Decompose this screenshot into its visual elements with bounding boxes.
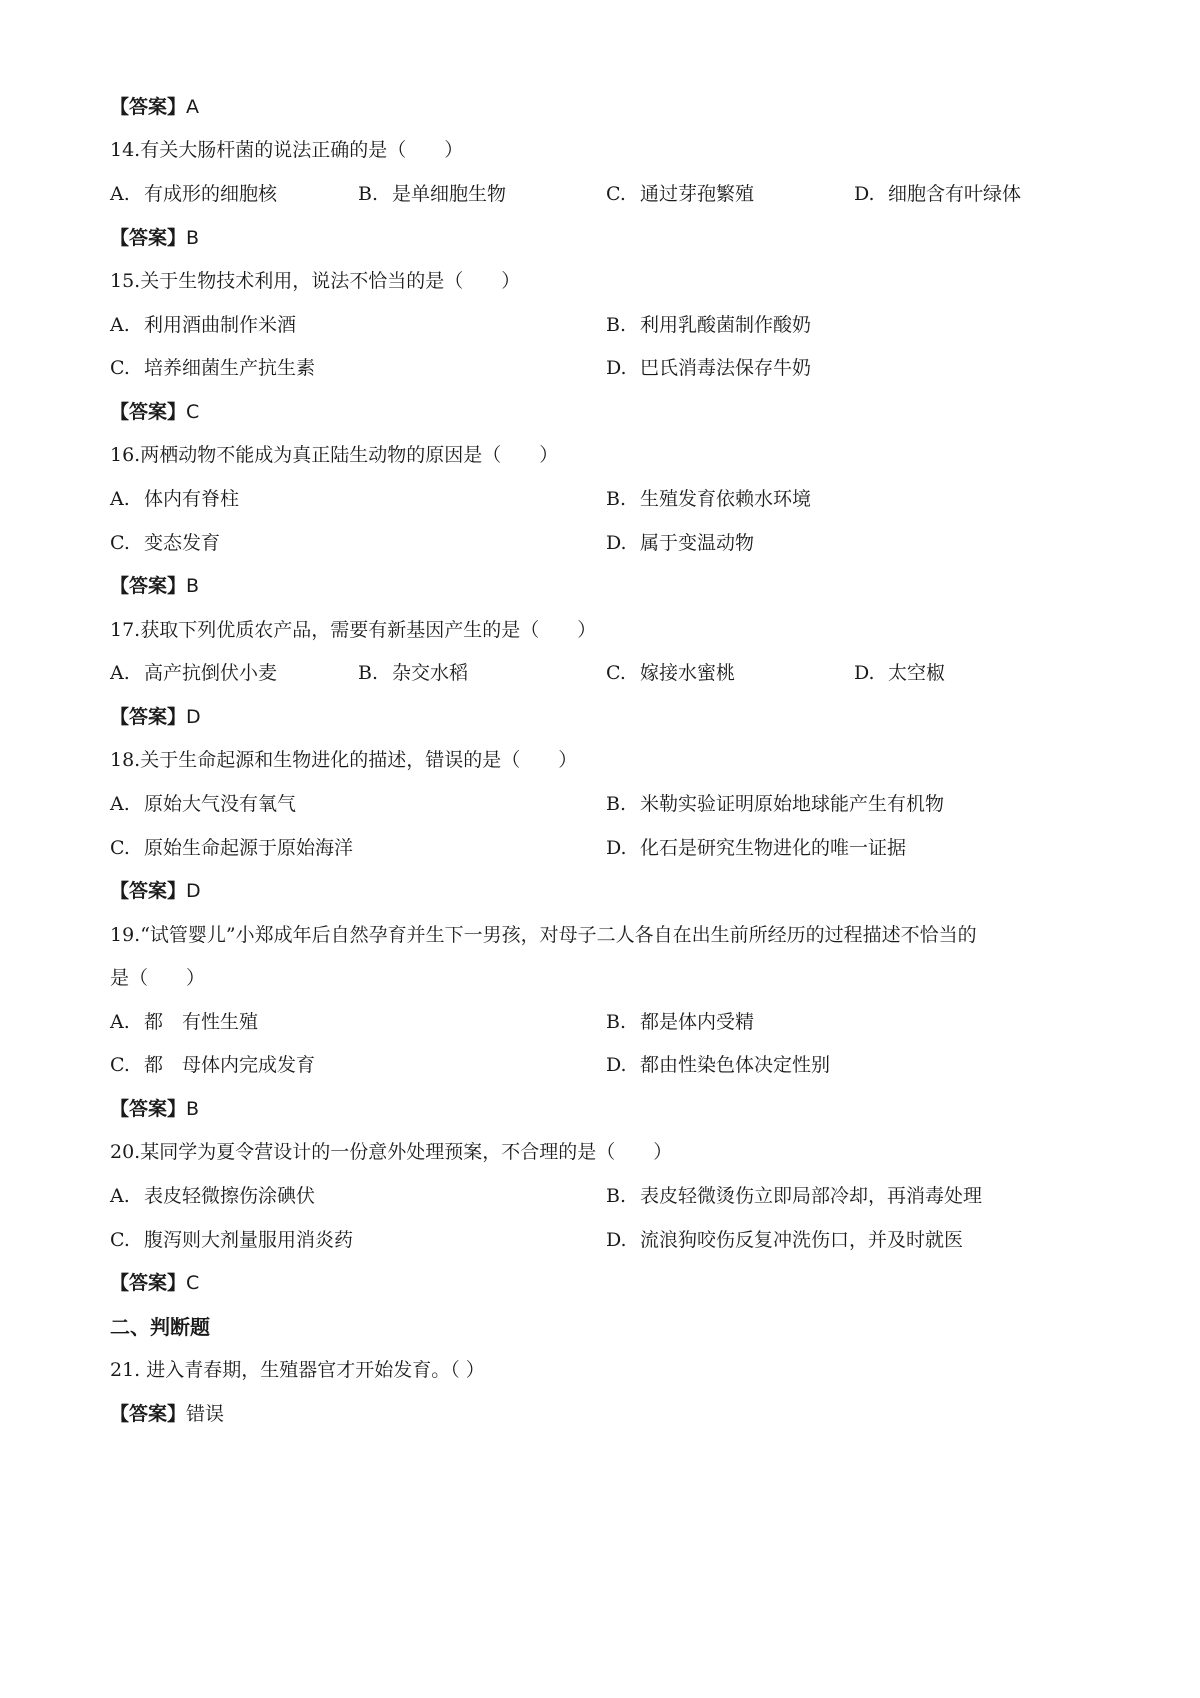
option-b: B. 表皮轻微烫伤立即局部冷却，再消毒处理 <box>606 1185 983 1207</box>
answer-value: C <box>186 401 200 423</box>
option-a: A. 原始大气没有氧气 <box>110 793 297 815</box>
option-b: B. 都是体内受精 <box>606 1011 755 1033</box>
option-a: A. 体内有脊柱 <box>110 488 240 510</box>
answer-value: A <box>186 96 200 118</box>
q14-stem: 14.有关大肠杆菌的说法正确的是（ ） <box>110 139 464 161</box>
answer-label: 【答案】 <box>110 1098 187 1120</box>
option-d: D. 太空椒 <box>854 662 946 684</box>
q20-options-row1 <box>110 1181 1120 1211</box>
answer-label: 【答案】 <box>110 1272 187 1294</box>
option-b: B. 生殖发育依赖水环境 <box>606 488 812 510</box>
option-c: C. 嫁接水蜜桃 <box>606 662 736 684</box>
answer-label: 【答案】 <box>110 96 187 118</box>
q19-stem-line1: 19.“试管婴儿”小郑成年后自然孕育并生下一男孩，对母子二人各自在出生前所经历的过程描述不恰当的 <box>110 924 977 946</box>
q16-options-row1 <box>110 484 1120 514</box>
q19-options-row2 <box>110 1050 1120 1080</box>
q17-stem: 17.获取下列优质农产品，需要有新基因产生的是（ ） <box>110 619 597 641</box>
option-c: C. 培养细菌生产抗生素 <box>110 357 316 379</box>
section-title: 二、判断题 <box>110 1315 210 1339</box>
q20-stem: 20.某同学为夏令营设计的一份意外处理预案，不合理的是（ ） <box>110 1141 673 1163</box>
q14-options <box>110 179 1120 209</box>
answer-value: B <box>186 1098 200 1120</box>
q21-answer <box>110 1399 1120 1429</box>
option-a: A. 有成形的细胞核 <box>110 183 278 205</box>
q15-options-row2 <box>110 353 1120 383</box>
q19-stem-line2: 是（ ） <box>110 967 206 989</box>
option-d: D. 都由性染色体决定性别 <box>606 1054 831 1076</box>
option-d: D. 化石是研究生物进化的唯一证据 <box>606 837 907 859</box>
option-b: B. 米勒实验证明原始地球能产生有机物 <box>606 793 945 815</box>
option-a: A. 表皮轻微擦伤涂碘伏 <box>110 1185 316 1207</box>
option-d: D. 巴氏消毒法保存牛奶 <box>606 357 812 379</box>
answer-label: 【答案】 <box>110 706 187 728</box>
q13-answer <box>110 92 1120 122</box>
q15-answer <box>110 397 1120 427</box>
q14-answer <box>110 223 1120 253</box>
option-b: B. 杂交水稻 <box>358 662 469 684</box>
answer-value: C <box>186 1272 200 1294</box>
q21-stem: 21. 进入青春期，生殖器官才开始发育。（ ） <box>110 1359 485 1381</box>
option-a: A. 高产抗倒伏小麦 <box>110 662 278 684</box>
q17-answer <box>110 702 1120 732</box>
option-d: D. 属于变温动物 <box>606 532 755 554</box>
option-c: C. 原始生命起源于原始海洋 <box>110 837 354 859</box>
q20-answer <box>110 1268 1120 1298</box>
option-c: C. 都 母体内完成发育 <box>110 1054 316 1076</box>
option-c: C. 腹泻则大剂量服用消炎药 <box>110 1229 354 1251</box>
q19-options-row1 <box>110 1007 1120 1037</box>
answer-value: B <box>186 575 200 597</box>
option-c: C. 变态发育 <box>110 532 221 554</box>
q17-options <box>110 658 1120 688</box>
answer-label: 【答案】 <box>110 1403 187 1425</box>
option-c: C. 通过芽孢繁殖 <box>606 183 755 205</box>
q18-options-row2 <box>110 833 1120 863</box>
option-b: B. 利用乳酸菌制作酸奶 <box>606 314 812 336</box>
answer-label: 【答案】 <box>110 401 187 423</box>
q16-options-row2 <box>110 528 1120 558</box>
q18-answer <box>110 876 1120 906</box>
q20-options-row2 <box>110 1225 1120 1255</box>
option-b: B. 是单细胞生物 <box>358 183 507 205</box>
answer-label: 【答案】 <box>110 227 187 249</box>
option-d: D. 细胞含有叶绿体 <box>854 183 1022 205</box>
option-a: A. 都 有性生殖 <box>110 1011 259 1033</box>
option-a: A. 利用酒曲制作米酒 <box>110 314 297 336</box>
answer-value: 错误 <box>186 1403 225 1425</box>
q16-answer <box>110 571 1120 601</box>
answer-value: D <box>186 706 201 728</box>
q18-options-row1 <box>110 789 1120 819</box>
q15-options-row1 <box>110 310 1120 340</box>
option-d: D. 流浪狗咬伤反复冲洗伤口，并及时就医 <box>606 1229 964 1251</box>
q18-stem: 18.关于生命起源和生物进化的描述，错误的是（ ） <box>110 749 578 771</box>
q15-stem: 15.关于生物技术利用，说法不恰当的是（ ） <box>110 270 521 292</box>
answer-label: 【答案】 <box>110 880 187 902</box>
q19-answer <box>110 1094 1120 1124</box>
answer-value: B <box>186 227 200 249</box>
q16-stem: 16.两栖动物不能成为真正陆生动物的原因是（ ） <box>110 444 559 466</box>
answer-label: 【答案】 <box>110 575 187 597</box>
answer-value: D <box>186 880 201 902</box>
